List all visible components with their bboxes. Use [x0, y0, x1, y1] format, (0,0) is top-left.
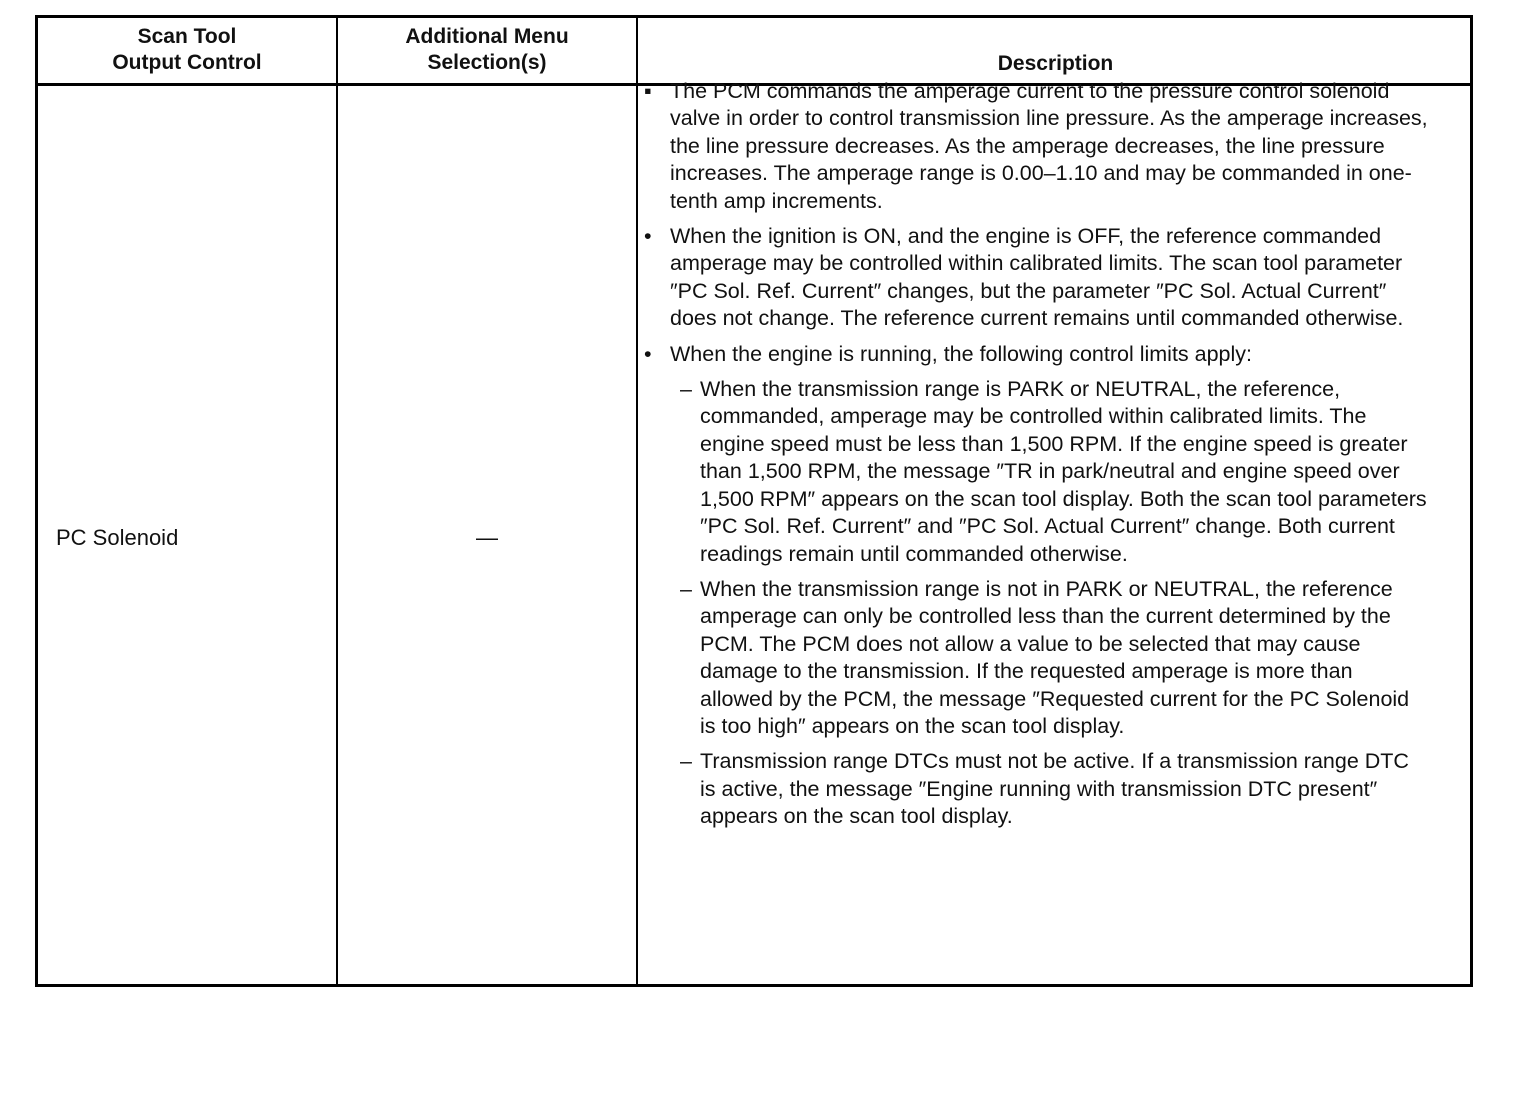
sub-list-item	[640, 576, 1430, 740]
header-text: Output Control	[112, 51, 262, 74]
sub-list-item	[640, 748, 1430, 830]
dash-bullet-icon: –	[680, 576, 692, 601]
list-item-text: When the ignition is ON, and the engine is OFF, the reference commanded amperage may be controlled within calibrated limits. The scan tool parameter ″PC Sol. Ref. Current″ changes, but the parameter ″PC Sol. Actual Current″ does not change. The reference current remains until commanded otherwise.	[670, 224, 1404, 331]
header-text: Description	[997, 52, 1114, 75]
cell-description	[640, 78, 1430, 839]
dash-bullet-icon: –	[680, 377, 692, 402]
cell-output-control: PC Solenoid	[56, 525, 179, 550]
header-text: Scan Tool	[137, 25, 237, 48]
dash-bullet-icon: –	[680, 749, 692, 774]
bullet-icon: •	[644, 341, 652, 366]
header-additional-menu-selections	[338, 18, 636, 83]
header-description	[638, 18, 1473, 83]
sub-list-item-text: When the transmission range is not in PARK or NEUTRAL, the reference amperage can only be controlled less than the current determined by the PCM. The PCM does not allow a value to be selected that may cause damage to the transmission. If the requested amperage is more than allowed by the PCM, the message ″Requested current for the PC Solenoid is too high″ appears on the scan tool display.	[700, 576, 1410, 738]
list-item-text: The PCM commands the amperage current to the pressure control solenoid valve in order to control transmission line pressure. As the amperage increases, the line pressure decreases. As the amperage decreases, the line pressure increases. The amperage range is 0.00–1.10 and may be commanded in one-tenth amp increments.	[670, 79, 1428, 213]
list-item	[640, 341, 1430, 368]
header-text: Selection(s)	[427, 51, 547, 74]
sub-list-item	[640, 376, 1430, 568]
sub-list-item-text: When the transmission range is PARK or NEUTRAL, the reference, commanded, amperage may be controlled within calibrated limits. The engine speed must be less than 1,500 RPM. If the engine speed is greater than 1,500 RPM, the message ″TR in park/neutral and engine speed over 1,500 RPM″ appears on the scan tool display. Both the scan tool parameters ″PC Sol. Ref. Current″ and ″PC Sol. Actual Current″ change. Both current readings remain until commanded otherwise.	[700, 377, 1427, 566]
list-item-text: When the engine is running, the following control limits apply:	[670, 341, 1253, 366]
column-divider	[336, 18, 338, 984]
sub-list-item-text: Transmission range DTCs must not be active. If a transmission range DTC is active, the message ″Engine running with transmission DTC present″ appears on the scan tool display.	[700, 749, 1409, 829]
cell-menu-selection: —	[476, 525, 498, 550]
header-text: Additional Menu	[405, 25, 569, 48]
list-item	[640, 223, 1430, 333]
header-scan-tool-output-control	[38, 18, 336, 83]
column-divider	[636, 18, 638, 984]
bullet-icon: •	[644, 224, 652, 249]
square-bullet-icon: ▪	[644, 79, 652, 103]
list-item	[640, 78, 1430, 215]
